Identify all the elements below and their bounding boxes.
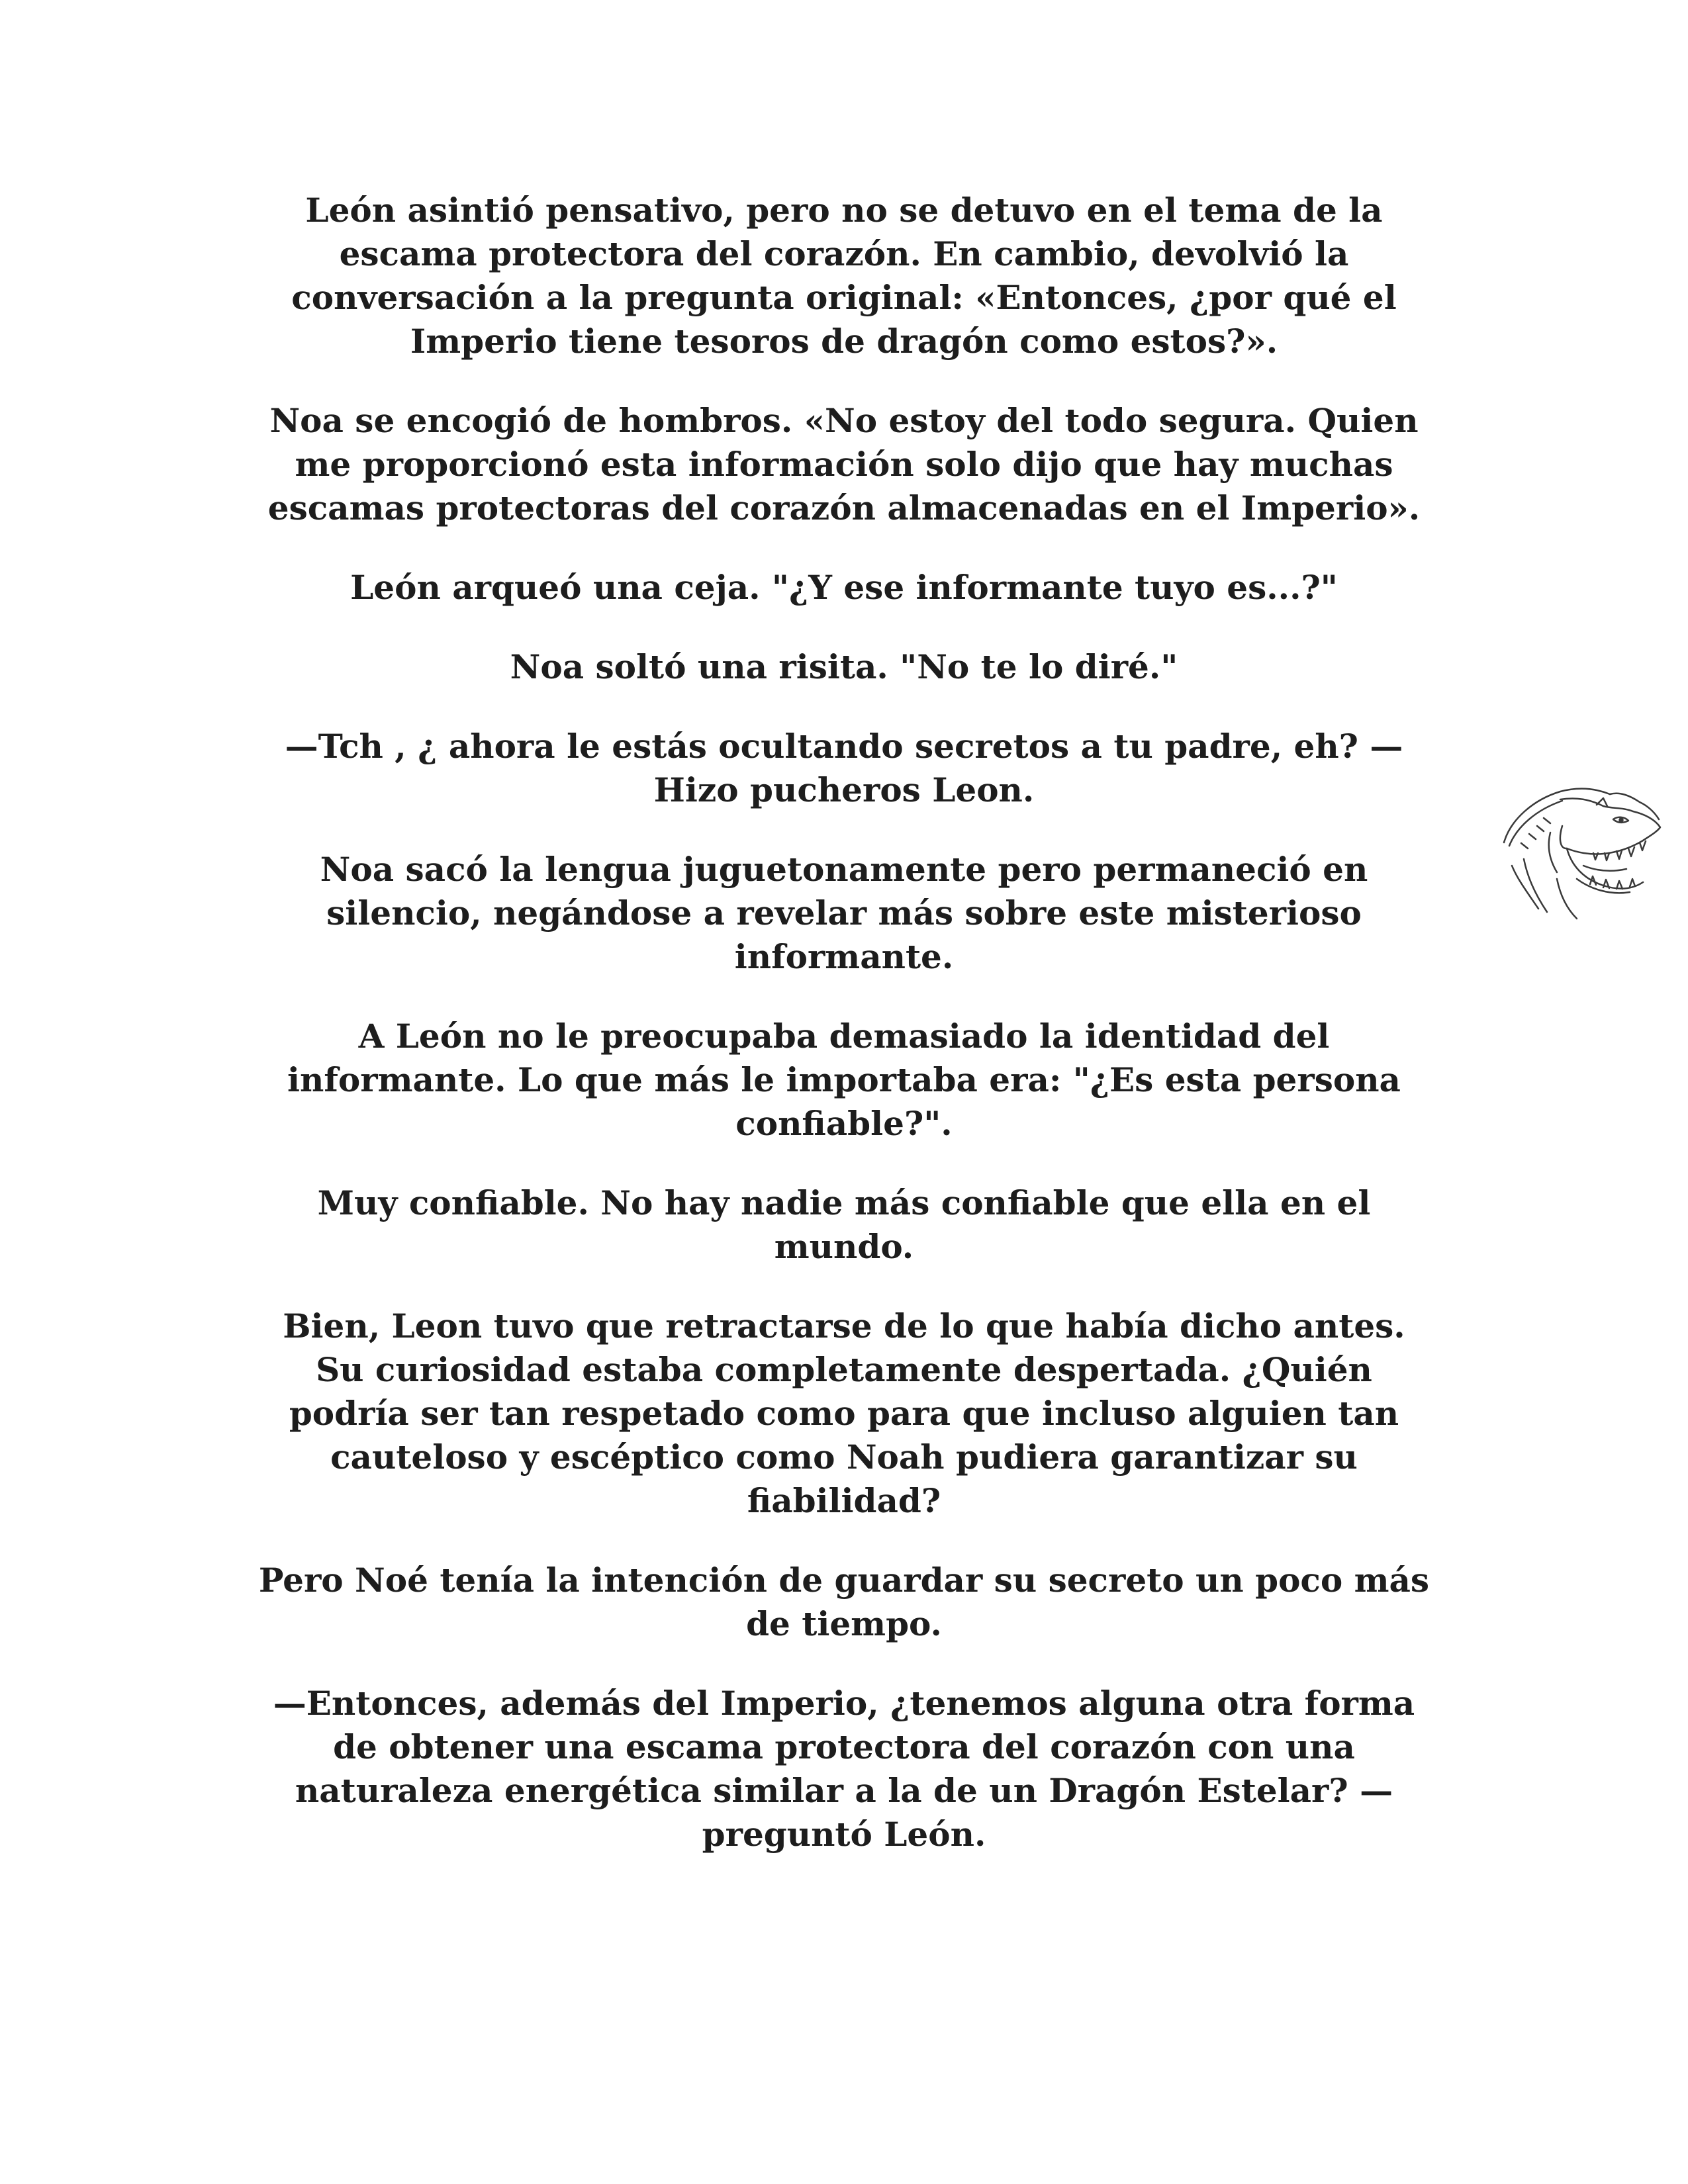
text-line: confiable?". bbox=[735, 1104, 953, 1143]
text-line: podría ser tan respetado como para que incluso alguien tan bbox=[289, 1394, 1399, 1433]
text-line: informante. bbox=[734, 937, 954, 976]
text-line: cauteloso y escéptico como Noah pudiera garantizar su bbox=[330, 1437, 1358, 1477]
text-line: fiabilidad? bbox=[747, 1481, 941, 1520]
text-line: conversación a la pregunta original: «Entonces, ¿por qué el bbox=[291, 278, 1397, 317]
paragraph bbox=[218, 1682, 1470, 1856]
text-line: Noa se encogió de hombros. «No estoy del todo segura. Quien bbox=[269, 401, 1419, 440]
text-line: me proporcionó esta información solo dijo que hay muchas bbox=[295, 445, 1393, 484]
paragraph bbox=[218, 566, 1470, 610]
text-line: —Entonces, además del Imperio, ¿tenemos alguna otra forma bbox=[273, 1684, 1415, 1723]
paragraph bbox=[218, 1181, 1470, 1269]
paragraph bbox=[218, 189, 1470, 363]
paragraph bbox=[218, 645, 1470, 689]
text-line: Noa soltó una risita. "No te lo diré." bbox=[510, 647, 1178, 686]
text-line: Imperio tiene tesoros de dragón como estos?». bbox=[410, 322, 1278, 361]
body-text bbox=[218, 189, 1470, 1892]
text-line: —Tch , ¿ ahora le estás ocultando secretos a tu padre, eh? — bbox=[285, 727, 1403, 766]
text-line: preguntó León. bbox=[702, 1815, 986, 1854]
paragraph bbox=[218, 1015, 1470, 1146]
text-line: Su curiosidad estaba completamente despertada. ¿Quién bbox=[316, 1350, 1372, 1389]
paragraph bbox=[218, 848, 1470, 979]
text-line: silencio, negándose a revelar más sobre este misterioso bbox=[326, 893, 1362, 933]
text-line: escamas protectoras del corazón almacenadas en el Imperio». bbox=[267, 488, 1421, 527]
text-line: León arqueó una ceja. "¿Y ese informante tuyo es...?" bbox=[350, 568, 1338, 607]
paragraph bbox=[218, 1304, 1470, 1523]
text-line: naturaleza energética similar a la de un Dragón Estelar? — bbox=[295, 1771, 1393, 1810]
text-line: de obtener una escama protectora del corazón con una bbox=[333, 1727, 1355, 1766]
text-line: Bien, Leon tuvo que retractarse de lo que había dicho antes. bbox=[283, 1306, 1405, 1345]
text-line: Muy confiable. No hay nadie más confiable que ella en el bbox=[317, 1183, 1371, 1222]
paragraph bbox=[218, 399, 1470, 530]
paragraph bbox=[218, 1559, 1470, 1646]
paragraph bbox=[218, 725, 1470, 812]
text-line: Hizo pucheros Leon. bbox=[653, 770, 1035, 809]
dragon-head-sketch-icon bbox=[1497, 780, 1665, 931]
text-line: informante. Lo que más le importaba era: "¿Es esta persona bbox=[287, 1060, 1401, 1099]
text-line: mundo. bbox=[774, 1227, 914, 1266]
text-line: León asintió pensativo, pero no se detuvo en el tema de la bbox=[305, 191, 1383, 230]
text-line: escama protectora del corazón. En cambio, devolvió la bbox=[339, 234, 1349, 273]
text-line: Pero Noé tenía la intención de guardar su secreto un poco más bbox=[258, 1561, 1430, 1600]
text-line: Noa sacó la lengua juguetonamente pero permaneció en bbox=[320, 850, 1368, 889]
text-line: A León no le preocupaba demasiado la identidad del bbox=[358, 1017, 1330, 1056]
text-line: de tiempo. bbox=[746, 1604, 942, 1643]
